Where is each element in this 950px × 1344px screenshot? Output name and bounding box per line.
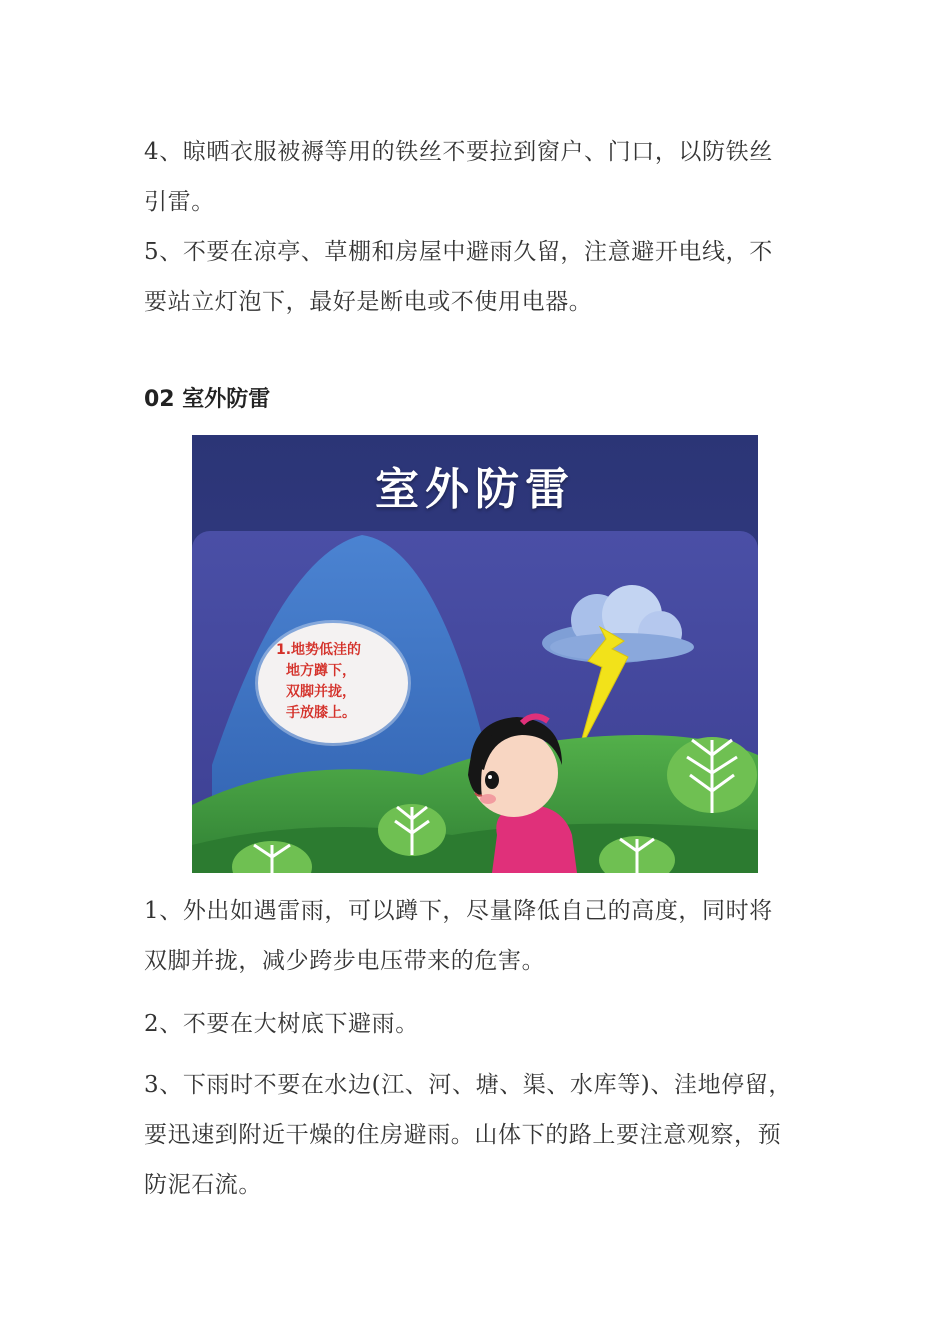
paragraph-item-2 — [144, 999, 824, 1049]
paragraph-line: 3、下雨时不要在水边(江、河、塘、渠、水库等)、洼地停留， — [144, 1072, 792, 1098]
bubble-line: 1.地势低洼的 — [276, 642, 362, 658]
paragraph-line: 1、外出如遇雷雨，可以蹲下，尽量降低自己的高度，同时将 — [144, 898, 773, 924]
paragraph-line: 2、不要在大树底下避雨。 — [144, 1011, 419, 1037]
outdoor-lightning-illustration — [192, 435, 758, 873]
paragraph-item-5 — [144, 227, 824, 327]
illustration-title: 室外防雷 — [375, 464, 575, 515]
speech-bubble-text — [276, 640, 394, 724]
bubble-line: 手放膝上。 — [286, 705, 356, 721]
leaf-icon — [667, 737, 757, 813]
paragraph-line: 要迅速到附近干燥的住房避雨。山体下的路上要注意观察，预 — [144, 1122, 782, 1148]
paragraph-item-3 — [144, 1060, 824, 1210]
paragraph-line: 防泥石流。 — [144, 1172, 262, 1198]
paragraph-line: 引雷。 — [144, 189, 215, 215]
bubble-line: 地方蹲下， — [286, 663, 356, 679]
paragraph-line: 5、不要在凉亭、草棚和房屋中避雨久留，注意避开电线，不 — [144, 239, 773, 265]
paragraph-line: 4、晾晒衣服被褥等用的铁丝不要拉到窗户、门口，以防铁丝 — [144, 139, 773, 165]
leaf-icon — [378, 804, 446, 856]
paragraph-line: 要站立灯泡下，最好是断电或不使用电器。 — [144, 289, 593, 315]
paragraph-line: 双脚并拢，减少跨步电压带来的危害。 — [144, 948, 546, 974]
bubble-line: 双脚并拢， — [286, 684, 356, 700]
paragraph-item-4 — [144, 127, 824, 227]
section-heading: 02 室外防雷 — [144, 387, 271, 412]
paragraph-item-1 — [144, 886, 824, 986]
